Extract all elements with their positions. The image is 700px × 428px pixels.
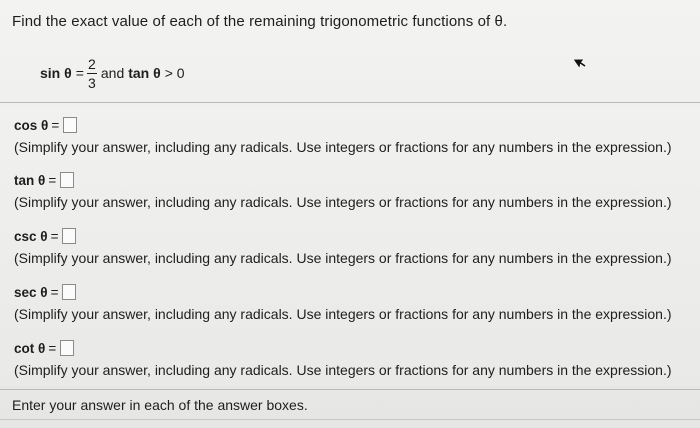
equals-sign: = — [51, 117, 60, 133]
question-text: Find the exact value of each of the remaining trigonometric functions of θ. — [12, 13, 508, 30]
cos-label: cos θ — [14, 117, 49, 133]
cot-answer-box[interactable] — [60, 340, 74, 356]
cos-hint: (Simplify your answer, including any radicals. Use integers or fractions for any numbers in the expression.) — [14, 139, 672, 155]
equals-sign: = — [48, 172, 57, 188]
fraction-numerator: 2 — [87, 55, 96, 72]
answer-block-cot — [14, 337, 672, 379]
equals-sign: = — [50, 228, 59, 244]
equals-sign: = — [50, 284, 59, 300]
answer-block-tan — [14, 169, 672, 211]
mouse-pointer-icon — [572, 53, 588, 71]
cot-hint: (Simplify your answer, including any radicals. Use integers or fractions for any numbers in the expression.) — [14, 362, 672, 378]
cos-answer-box[interactable] — [63, 117, 77, 133]
divider — [0, 419, 700, 420]
given-condition — [40, 52, 185, 94]
csc-label: csc θ — [14, 228, 48, 244]
sec-hint: (Simplify your answer, including any radicals. Use integers or fractions for any numbers in the expression.) — [14, 306, 672, 322]
answer-block-sec — [14, 281, 672, 323]
fraction-denominator: 3 — [87, 74, 96, 91]
sec-label: sec θ — [14, 284, 48, 300]
cot-label: cot θ — [14, 340, 46, 356]
equals-sign: = — [48, 340, 57, 356]
tan-label: tan θ — [128, 65, 161, 81]
condition-text: > 0 — [164, 65, 185, 81]
sec-answer-box[interactable] — [62, 284, 76, 300]
footer-instruction: Enter your answer in each of the answer boxes. — [12, 397, 308, 413]
tan-answer-box[interactable] — [60, 172, 74, 188]
fraction — [87, 56, 97, 91]
tan-label: tan θ — [14, 172, 46, 188]
csc-hint: (Simplify your answer, including any radicals. Use integers or fractions for any numbers in the expression.) — [14, 250, 672, 266]
sin-label: sin θ — [40, 65, 72, 81]
divider — [0, 102, 700, 103]
and-text: and — [100, 65, 125, 81]
answer-block-cos — [14, 114, 672, 156]
csc-answer-box[interactable] — [62, 228, 76, 244]
fraction-bar — [87, 73, 97, 74]
tan-hint: (Simplify your answer, including any radicals. Use integers or fractions for any numbers in the expression.) — [14, 194, 672, 210]
equals-sign: = — [75, 65, 84, 81]
answer-block-csc — [14, 225, 672, 267]
divider — [0, 389, 700, 390]
